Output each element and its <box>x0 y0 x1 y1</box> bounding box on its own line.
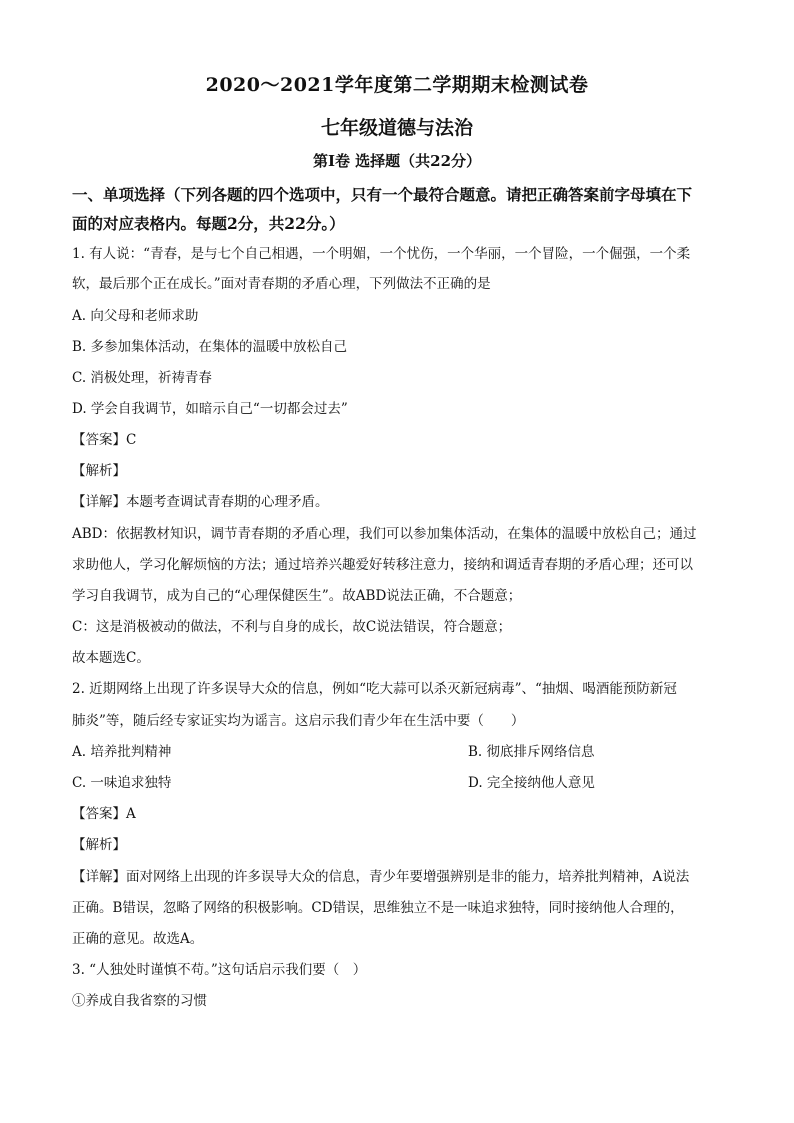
q2-answer: 【答案】A <box>72 806 136 822</box>
q1-detail-line4: 学习自我调节，成为自己的“心理保健医生”。故ABD说法正确，不合题意； <box>72 588 522 604</box>
exam-part-title: 第Ⅰ卷 选择题（共22分） <box>312 152 482 170</box>
q1-detail-line2: ABD：依据教材知识，调节青春期的矛盾心理，我们可以参加集体活动，在集体的温暖中放松自己；通过 <box>72 526 697 542</box>
q2-detail-line2: 正确。B错误，忽略了网络的积极影响。CD错误，思维独立不是一味追求独特，同时接纳他人合理的， <box>72 900 684 916</box>
q1-answer: 【答案】C <box>72 432 137 448</box>
q1-detail-line3: 求助他人，学习化解烦恼的方法；通过培养兴趣爱好转移注意力，接纳和调适青春期的矛盾心理；还可以 <box>72 557 693 573</box>
q1-option-c: C. 消极处理，祈祷青春 <box>72 370 212 386</box>
q1-stem-line2: 软，最后那个正在成长。”面对青春期的矛盾心理，下列做法不正确的是 <box>72 276 491 292</box>
q1-option-b: B. 多参加集体活动，在集体的温暖中放松自己 <box>72 339 348 355</box>
q2-option-b: B. 彻底排斥网络信息 <box>468 744 595 760</box>
q1-option-a: A. 向父母和老师求助 <box>72 308 199 324</box>
q3-option-1: ①养成自我省察的习惯 <box>72 993 207 1009</box>
q1-stem-line1: 1. 有人说：“青春，是与七个自己相遇，一个明媚，一个忧伤，一个华丽，一个冒险，一个倔强，一个柔 <box>72 246 691 262</box>
q2-detail-line1: 【详解】面对网络上出现的许多误导大众的信息，青少年要增强辨别是非的能力，培养批判精神，A说法 <box>72 869 690 885</box>
q2-detail-line3: 正确的意见。故选A。 <box>72 931 204 947</box>
q2-options-row1 <box>72 742 732 762</box>
q2-options-row2 <box>72 773 732 793</box>
q1-detail-line1: 【详解】本题考查调试青春期的心理矛盾。 <box>72 494 329 510</box>
section-heading-line2: 面的对应表格内。每题2分，共22分。） <box>72 214 345 233</box>
q1-detail-line5: C：这是消极被动的做法，不利与自身的成长，故C说法错误，符合题意； <box>72 619 512 635</box>
q2-option-a: A. 培养批判精神 <box>72 744 172 760</box>
q2-option-d: D. 完全接纳他人意见 <box>468 775 595 791</box>
exam-subject: 七年级道德与法治 <box>320 117 473 139</box>
exam-title: 2020～2021学年度第二学期期末检测试卷 <box>205 74 589 96</box>
q1-detail-line6: 故本题选C。 <box>72 650 150 666</box>
q3-stem: 3. “人独处时谨慎不苟。”这句话启示我们要（ ） <box>72 962 367 978</box>
q1-analysis-label: 【解析】 <box>72 463 126 479</box>
q2-option-c: C. 一味追求独特 <box>72 775 172 791</box>
q1-option-d: D. 学会自我调节，如暗示自己“一切都会过去” <box>72 401 348 417</box>
q2-stem-line1: 2. 近期网络上出现了许多误导大众的信息，例如“吃大蒜可以杀灭新冠病毒”、“抽烟、喝酒能预防新冠 <box>72 681 677 697</box>
q2-analysis-label: 【解析】 <box>72 837 126 853</box>
q2-stem-line2: 肺炎”等，随后经专家证实均为谣言。这启示我们青少年在生活中要（ ） <box>72 713 525 729</box>
section-heading-line1: 一、单项选择（下列各题的四个选项中，只有一个最符合题意。请把正确答案前字母填在下 <box>72 185 693 204</box>
section-heading <box>72 180 732 238</box>
